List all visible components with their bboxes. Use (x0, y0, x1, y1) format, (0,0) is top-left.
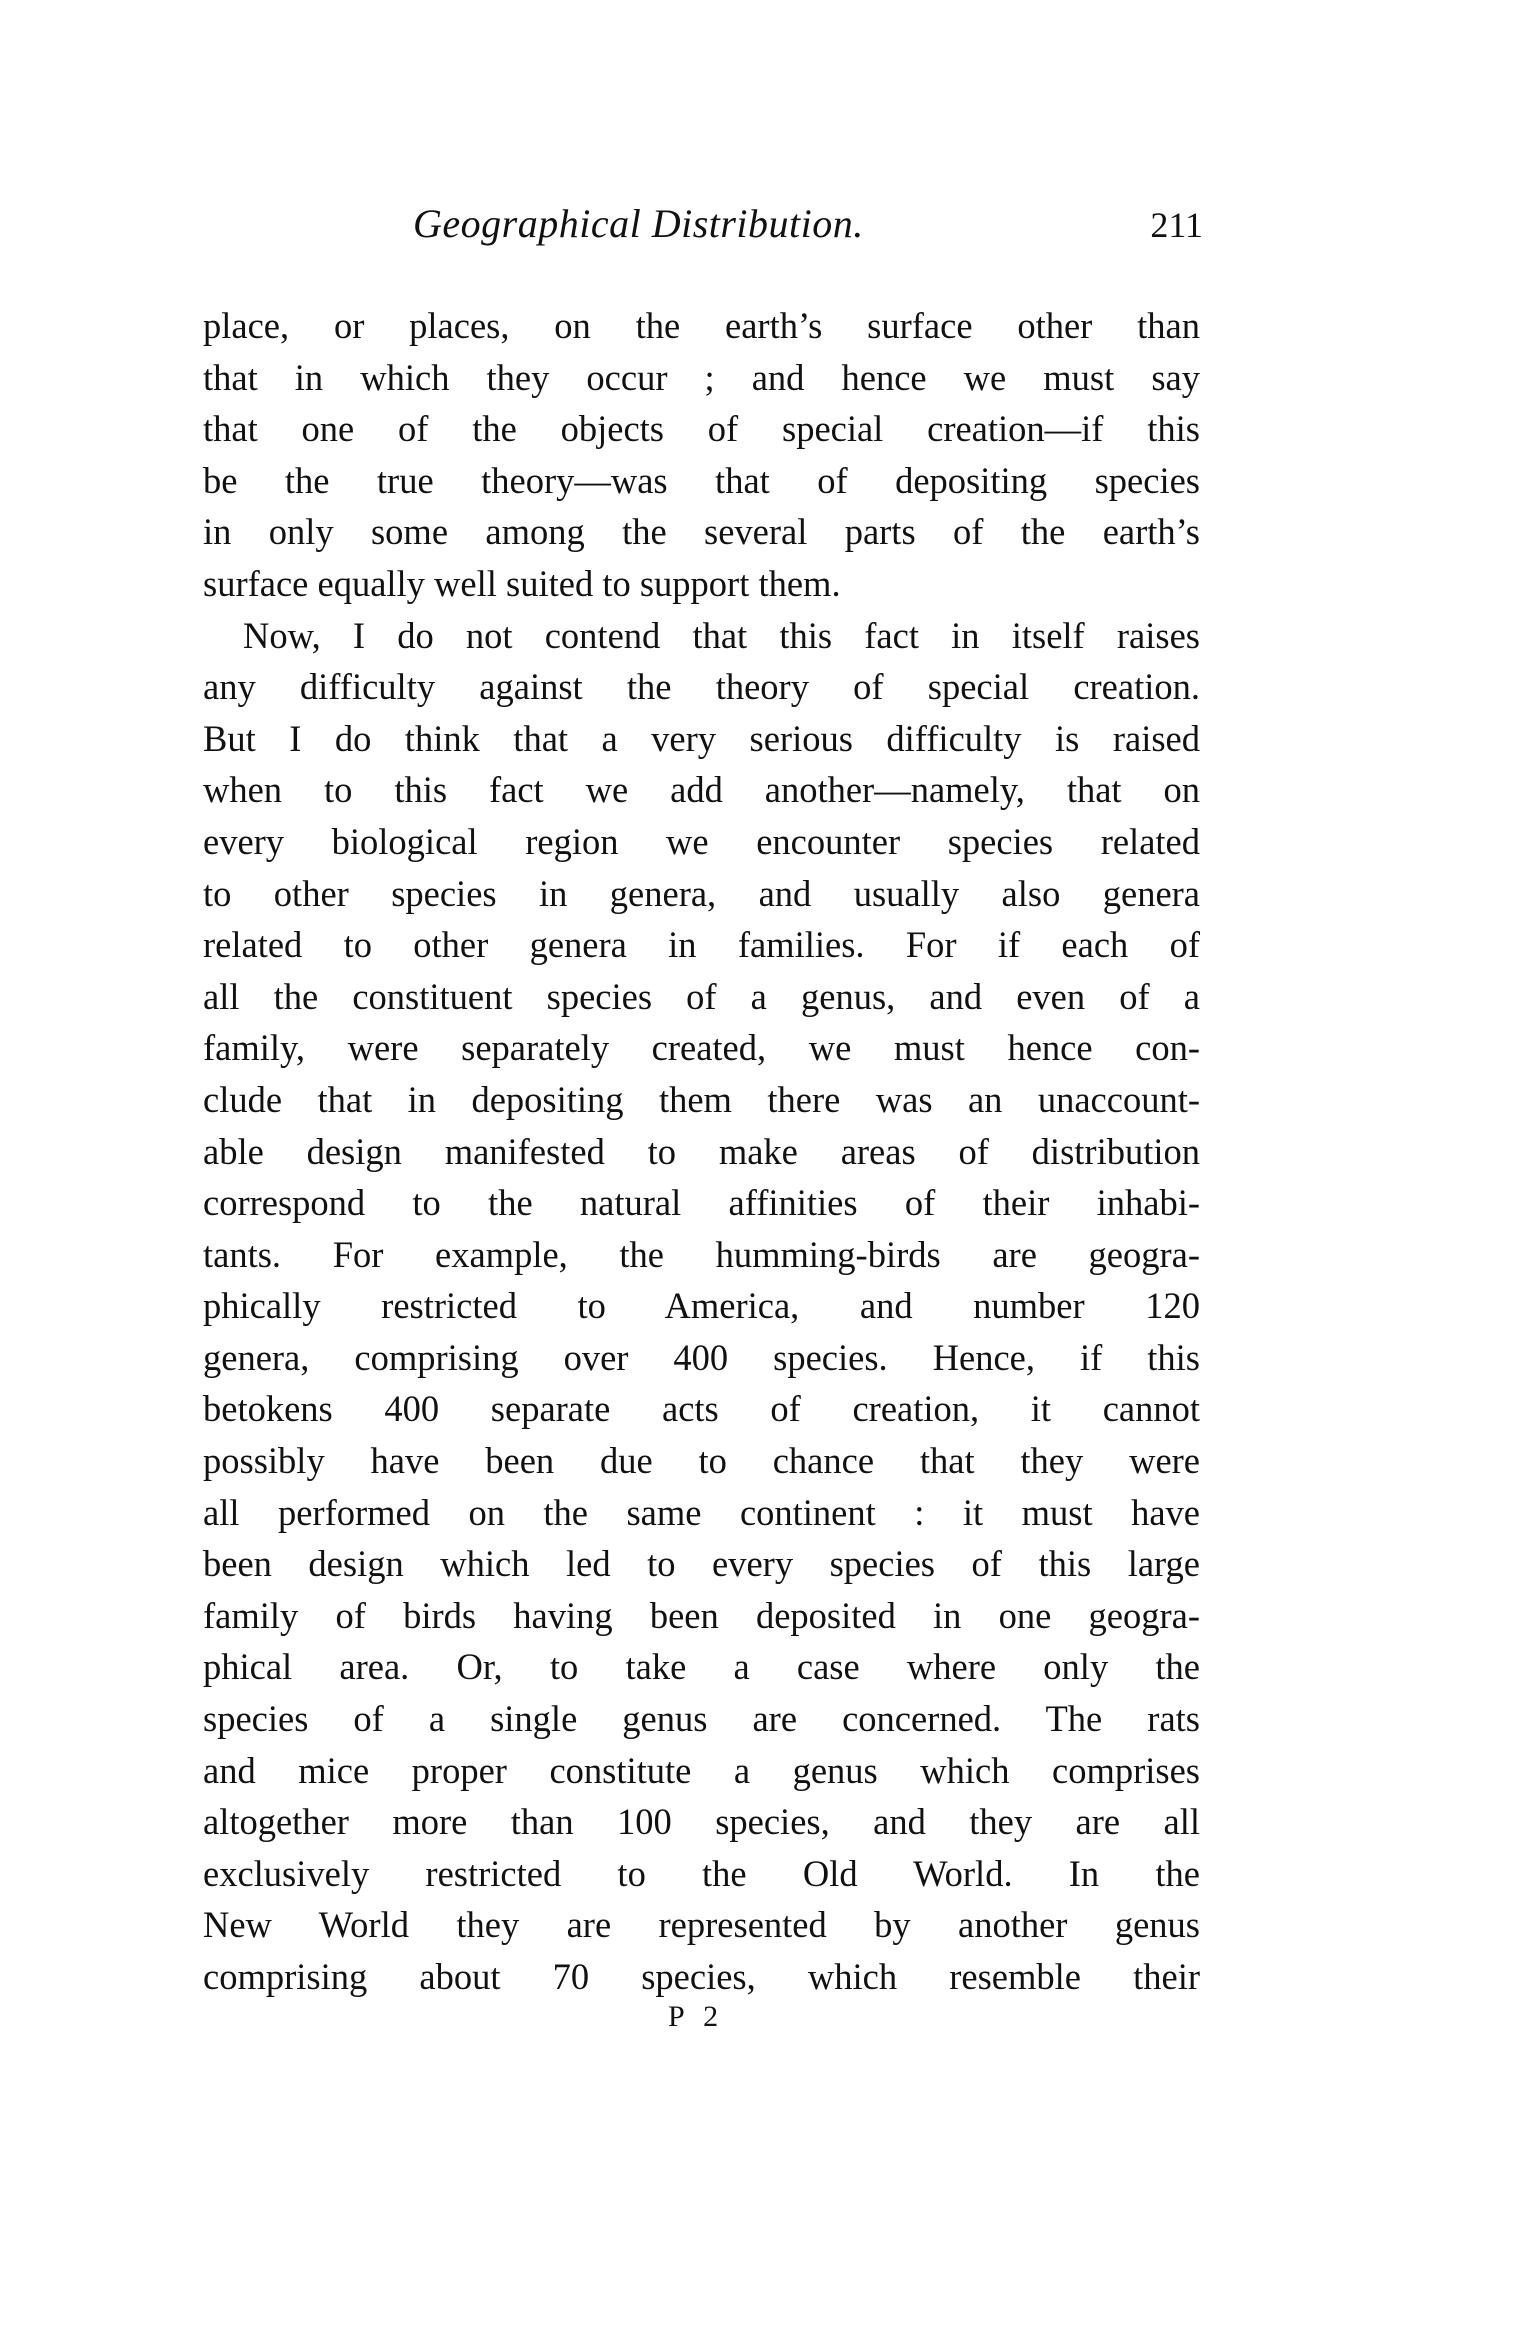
text-line: comprising about 70 species, which resemble their (203, 1956, 1200, 1997)
text-line: when to this fact we add another—namely, that on (203, 769, 1200, 811)
text-line: all the constituent species of a genus, and even of a (203, 975, 1200, 1017)
text-line: able design manifested to make areas of distribution (203, 1130, 1200, 1172)
text-line: phical area. Or, to take a case where only the (203, 1646, 1200, 1688)
text-line: that one of the objects of special creation—if this (203, 408, 1200, 450)
page-header (203, 200, 1203, 260)
text-line: any difficulty against the theory of special creation. (203, 666, 1200, 708)
text-line: correspond to the natural affinities of their inhabi- (203, 1182, 1200, 1224)
text-line: every biological region we encounter species related (203, 820, 1200, 862)
text-line: that in which they occur ; and hence we must say (203, 356, 1200, 398)
text-line: in only some among the several parts of the earth’s (203, 511, 1200, 553)
text-line: be the true theory—was that of depositing species (203, 459, 1200, 501)
body-text (203, 300, 1200, 2003)
text-line: all performed on the same continent : it must have (203, 1491, 1200, 1533)
text-line: genera, comprising over 400 species. Hence, if this (203, 1336, 1200, 1378)
text-line: phically restricted to America, and number 120 (203, 1285, 1200, 1327)
text-line: But I do think that a very serious difficulty is raised (203, 717, 1200, 759)
text-line: species of a single genus are concerned. The rats (203, 1698, 1200, 1740)
text-line: related to other genera in families. For if each of (203, 924, 1200, 966)
text-line: surface equally well suited to support them. (203, 562, 841, 604)
paragraph-start-line: Now, I do not contend that this fact in itself raises (243, 614, 1200, 656)
text-line: clude that in depositing them there was an unaccount- (203, 1078, 1200, 1120)
text-line: New World they are represented by another genus (203, 1904, 1200, 1946)
text-line: family of birds having been deposited in one geogra- (203, 1594, 1200, 1636)
running-title: Geographical Distribution. (413, 201, 864, 246)
text-line: place, or places, on the earth’s surface other than (203, 305, 1200, 346)
text-line: and mice proper constitute a genus which comprises (203, 1749, 1200, 1791)
text-line: family, were separately created, we must hence con- (203, 1027, 1200, 1069)
text-line: tants. For example, the humming-birds are geogra- (203, 1233, 1200, 1275)
page-number: 211 (1150, 205, 1203, 245)
text-line: to other species in genera, and usually also genera (203, 872, 1200, 914)
text-line: possibly have been due to chance that they were (203, 1440, 1200, 1482)
text-line: exclusively restricted to the Old World. In the (203, 1852, 1200, 1894)
text-line: betokens 400 separate acts of creation, it cannot (203, 1388, 1200, 1430)
text-line: been design which led to every species of this large (203, 1543, 1200, 1585)
signature-mark: P 2 (668, 2000, 725, 2033)
text-line: altogether more than 100 species, and they are all (203, 1801, 1200, 1843)
